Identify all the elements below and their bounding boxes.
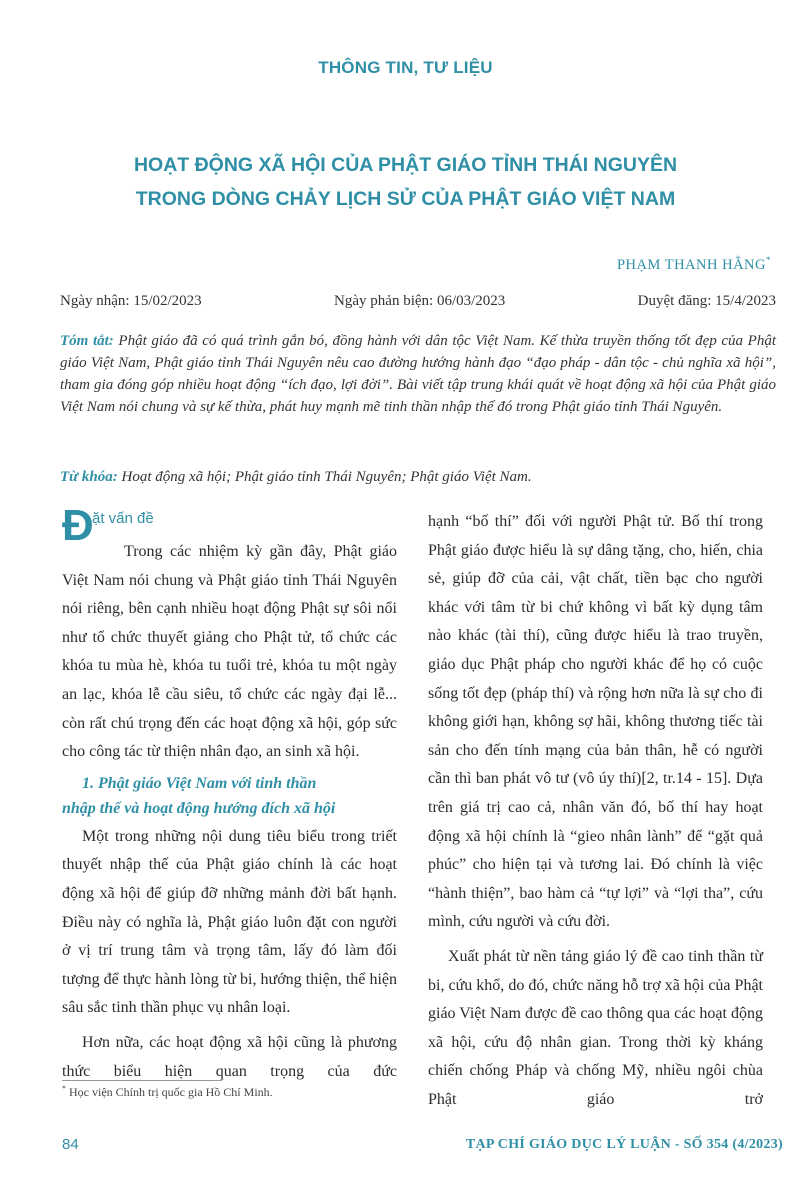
intro-heading-rest: ặt vấn đề — [92, 510, 154, 527]
footnote — [62, 1084, 273, 1100]
page-number: 84 — [62, 1136, 79, 1153]
footnote-text: Học viện Chính trị quốc gia Hồ Chí Minh. — [69, 1085, 273, 1099]
date-approved: Duyệt đăng: 15/4/2023 — [637, 293, 776, 309]
abstract-label: Tóm tắt: — [60, 333, 114, 349]
section-1-heading-line-2: nhập thế và hoạt động hướng đích xã hội — [62, 799, 336, 817]
section-1-paragraph-1: Một trong những nội dung tiêu biểu trong triết thuyết nhập thế của Phật giáo chính là các hoạt động xã hội để giúp đỡ những mảnh đời bất hạnh. Điều này có nghĩa là, Phật giáo luôn đặt con người ở vị trí trung tâm và trọng tâm, lấy đó làm đối tượng để thực hành lòng từ bi, hướng thiện, thể hiện sâu sắc tinh thần phục vụ nhân loại. — [62, 827, 397, 1017]
right-paragraph-2: Xuất phát từ nền tảng giáo lý đề cao tinh thần từ bi, cứu khổ, do đó, chức năng hỗ trợ xã hội của Phật giáo Việt Nam được đề cao thông qua các hoạt động xã hội, cứu độ nhân gian. Trong thời kỳ kháng chiến chống Pháp và chống Mỹ, nhiều ngôi chùa Phật giáo trở — [428, 947, 763, 1108]
article-title — [60, 148, 751, 216]
author-name: PHẠM THANH HẰNG — [616, 256, 766, 273]
title-line-2: TRONG DÒNG CHẢY LỊCH SỬ CỦA PHẬT GIÁO VIỆT NAM — [135, 188, 676, 210]
author-footnote-mark: * — [766, 255, 771, 265]
author — [617, 255, 771, 274]
section-1-heading-line-1: 1. Phật giáo Việt Nam với tinh thần — [82, 774, 317, 792]
date-reviewed: Ngày phản biện: 06/03/2023 — [334, 293, 506, 309]
dropcap: Đ — [62, 501, 94, 550]
dates-row — [60, 293, 776, 310]
left-column — [62, 501, 397, 1086]
section-1-heading — [62, 771, 397, 821]
keywords-label: Từ khóa: — [60, 469, 118, 485]
abstract — [60, 330, 776, 418]
footnote-mark: * — [62, 1084, 66, 1093]
keywords-text: Hoạt động xã hội; Phật giáo tỉnh Thái Nguyên; Phật giáo Việt Nam. — [121, 469, 532, 485]
section-label: THÔNG TIN, TƯ LIỆU — [318, 58, 493, 77]
intro-paragraph: Trong các nhiệm kỳ gần đây, Phật giáo Việt Nam nói chung và Phật giáo tỉnh Thái Nguyên nói riêng, bên cạnh nhiều hoạt động Phật sự sôi nổi như tổ chức thuyết giảng cho Phật tử, tổ chức các khóa tu mùa hè, khóa tu tuổi trẻ, khóa tu một ngày an lạc, khóa lễ cầu siêu, tổ chức các ngày đại lễ... còn rất chú trọng đến các hoạt động xã hội, góp sức cho công tác từ thiện nhân đạo, an sinh xã hội. — [62, 543, 397, 761]
footnote-divider — [62, 1080, 222, 1081]
intro-heading — [62, 501, 397, 550]
date-received: Ngày nhận: 15/02/2023 — [60, 293, 202, 309]
journal-name: TẠP CHÍ GIÁO DỤC LÝ LUẬN - SỐ 354 (4/2023) — [465, 1137, 783, 1152]
right-column — [428, 508, 763, 1114]
keywords — [60, 466, 776, 488]
abstract-text: Phật giáo đã có quá trình gắn bó, đồng hành với dân tộc Việt Nam. Kế thừa truyền thống tốt đẹp của Phật giáo Việt Nam, Phật giáo tỉnh Thái Nguyên nêu cao đường hướng hành đạo “đạo pháp - dân tộc - chủ nghĩa xã hội”, tham gia đóng góp nhiều hoạt động “ích đạo, lợi đời”. Bài viết tập trung khái quát về hoạt động xã hội của Phật giáo Việt Nam nói chung và sự kế thừa, phát huy mạnh mẽ tinh thần nhập thế đó trong Phật giáo tỉnh Thái Nguyên. — [60, 333, 776, 415]
title-line-1: HOẠT ĐỘNG XÃ HỘI CỦA PHẬT GIÁO TỈNH THÁI NGUYÊN — [133, 154, 678, 176]
right-paragraph-1: hạnh “bố thí” đối với người Phật tử. Bố thí trong Phật giáo được hiểu là sự dâng tặng, cho, hiến, chia sẻ, giúp đỡ của cải, vật chất, tiền bạc cho người khác với tâm từ bi chứ không vì bất kỳ dụng tâm nào khác (tài thí), cũng được hiểu là trao truyền, giáo dục Phật pháp cho người khác để họ có cuộc sống tốt đẹp (pháp thí) và rộng hơn nữa là sự cho đi không giới hạn, không sợ hãi, không thương tiếc tài sản cho đến tính mạng của bản thân, hễ có người cần thì ban phát vô tư (vô úy thí)[2, tr.14 - 15]. Dựa trên giá trị cao cả, nhân văn đó, bố thí hay hoạt động xã hội chính là “gieo nhân lành” để “gặt quả phúc” cho hiện tại và tương lai. Đó chính là việc “hành thiện”, bao hàm cả “tự lợi” và “lợi tha”, cứu mình, cứu người và cứu đời. — [428, 513, 763, 931]
section-1-paragraph-2: Hơn nữa, các hoạt động xã hội cũng là phương thức biểu hiện quan trọng của đức — [62, 1033, 397, 1080]
